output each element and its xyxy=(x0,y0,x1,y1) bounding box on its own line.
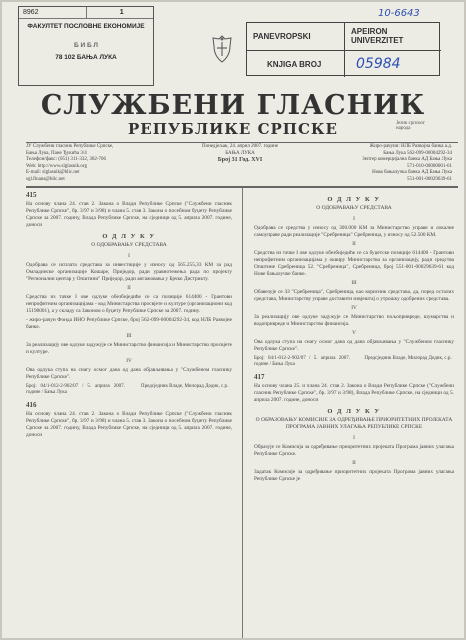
column-divider xyxy=(242,188,243,638)
language-note: Језик српског народа xyxy=(396,121,425,131)
signatory: Предсједник Владе, Милорад Додик, с.р. xyxy=(364,356,452,361)
bank-line: 551-001-00029639-61 xyxy=(407,176,452,182)
stamp-book-number: KNJIGA BROJ xyxy=(267,60,322,69)
article-numeral: III xyxy=(351,280,357,286)
issue-date: Понедјељак, 24. април 2007. године xyxy=(201,144,279,149)
signature-block xyxy=(254,356,454,368)
article-numeral: II xyxy=(127,285,131,291)
paragraph: Ова одлука ступа на снагу осмог дана од дана објављивања у "Службеном гласнику Републике Српске". xyxy=(254,339,454,352)
act-heading: О Д Л У К У xyxy=(327,408,381,415)
stamp-faculty: ФАКУЛТЕТ ПОСЛОВНЕ ЕКОНОМИЈЕ xyxy=(27,23,145,30)
paragraph: Ова одлука ступа на снагу осмог дана од дана објављивања у "Службеном гласнику Републике Српске". xyxy=(26,367,232,380)
act-number: 416 xyxy=(26,401,37,409)
issue-info xyxy=(184,144,296,164)
act-subtitle: О ОДОБРАВАЊУ СРЕДСТАВА xyxy=(91,242,167,248)
paragraph: За реализацију ове одлуке задужује се Министарство пољопривреде, шумарства и водопривреде и Министарство финансија. xyxy=(254,314,454,327)
bank-line: Жиро-рачуни: НЛБ Развојна банка а.д. xyxy=(369,144,452,149)
paragraph: Обавезује се ЗЗ "Сребреница", Сребреница, као корисник средстава, да, поред осталих средстава, Министарству управе доставити извјештај о утрошку одобрених средстава. xyxy=(254,289,454,302)
article-numeral: I xyxy=(353,435,355,441)
bank-line: Зептер комерцијална банка АД Бања Лука xyxy=(362,157,452,162)
paragraph: Средства из тачке I ове одлуке обезбиједиће се са позиције 614400 - Грантови непрофитним организацијама - код Министарства просвјете и културе (организациони код 15190001), а у складу са Законом о буџету Републике Српске за 2007. годину. xyxy=(26,294,232,314)
publisher-info xyxy=(26,144,176,183)
paragraph: Одобрава се средства у износу од 300.000 КМ за Министарство управе и локалне самоуправе ради реализације "Сребреница" Сребреница, у износу од 52.500 КМ. xyxy=(254,225,454,238)
paragraph: Средства из тачке I ове одлуке обезбиједиће се са буџетске позиције 614400 - Грантови непрофитним организацијама у оквиру Министарства за организацију, ради средства Општине Сребреница 52. "Сребреница", Сребреница, број 551-001-00029639-61 код Нове бањалучке банке. xyxy=(254,250,454,277)
publisher-line: Web: http://www.slglasnik.org xyxy=(26,163,87,169)
paragraph: На основу члана 25. и члана 24. став 2. Закона о Влади Републике Српске ("Службени гласник Републике Српске", бр. 3/97 и 3/98), Влада Републике Српске, на сједници од 5. априла 2007. године, доноси xyxy=(254,383,454,403)
stamp-copy: 1 xyxy=(86,7,154,18)
bank-line: Нова бањалучка банка АД Бања Лука xyxy=(372,170,452,175)
bank-line: Бања Лука 562-099-00004292-34 xyxy=(383,150,452,156)
paragraph: Образује се Комисија за одређивање приоритетних пројеката Програма јавних улагања Републике Српске. xyxy=(254,444,454,457)
act-number: 415 xyxy=(26,191,37,199)
publisher-line: Бања Лука, Пане Ђукића 3/4 xyxy=(26,150,87,156)
bank-line: 571-010-00000001-61 xyxy=(407,163,452,169)
paragraph: За реализацију ове одлуке задужује се Министарство финансија и Министарство просвјете и културе. xyxy=(26,342,232,355)
publisher-line: Телефон/факс: (051) 311-332, 302-706 xyxy=(26,157,107,162)
gazette-subtitle: РЕПУБЛИКЕ СРПСКЕ xyxy=(127,120,338,138)
gazette-page xyxy=(2,2,464,638)
stamp-address: 78 102 БАЊА ЛУКА xyxy=(55,54,117,61)
article-numeral: IV xyxy=(351,305,357,311)
paragraph: Задатак Комисије за одређивање приоритетних пројеката Програма јавних улагања Републике Српске је xyxy=(254,469,454,482)
publisher-line: sgl.finans@blic.net xyxy=(26,176,65,182)
header-rule-top xyxy=(26,142,458,143)
right-column xyxy=(254,192,454,485)
left-column xyxy=(26,192,232,441)
article-numeral: III xyxy=(126,333,132,339)
paragraph: На основу члана 24. став 2. Закона о Влади Републике Српске ("Службени гласник Републике Српске", бр. 3/97 и 3/98) и члана 5. став 3. Закона о посебном буџету Републике Српске за 2007. годину, Влада Републике Српске, на сједници од 5. априла 2007. године, доноси xyxy=(26,411,232,438)
act-reference: Број: 04/1-012-2-902/07 / 5. априла 2007. године / Бања Лука xyxy=(26,384,125,395)
bank-accounts xyxy=(302,144,452,183)
signature-block xyxy=(26,384,232,396)
article-numeral: I xyxy=(128,253,130,259)
stamp-blurred-label: Б И Б Л xyxy=(74,42,98,49)
publisher-line: ЈУ Службени гласник Републике Српске, xyxy=(26,144,114,149)
article-numeral: V xyxy=(352,330,356,336)
act-subtitle: О ОДОБРАВАЊУ СРЕДСТАВА xyxy=(316,205,392,211)
article-numeral: IV xyxy=(126,358,132,364)
act-heading: О Д Л У К У xyxy=(327,196,381,203)
publisher-line: E-mail: slglasnik@blic.net xyxy=(26,170,80,175)
act-number: 417 xyxy=(254,373,265,381)
article-numeral: I xyxy=(353,216,355,222)
stamp-apeiron: APEIRON UNIVERZITET xyxy=(351,27,404,45)
university-stamp xyxy=(246,22,440,76)
issue-place: БАЊА ЛУКА xyxy=(225,150,255,156)
issue-number: Број 31 Год. XVI xyxy=(217,157,263,163)
stamp-code: 8962 xyxy=(23,9,39,16)
article-numeral: II xyxy=(352,460,356,466)
paragraph: Одобрава се исплата средстава за инвестиције у износу од 565.255,33 КМ за рад Омладинске организације Кошаре, Приједор, ради уравнотежења рада по пројекту "Регионални центар у Општини" Приједор, ради ангажовања у Брчко Дистрикту. xyxy=(26,262,232,282)
article-numeral: II xyxy=(352,241,356,247)
paragraph: - жиро-рачун Фонда ИНО Републике Српске, број 562-099-00004292-34, код НЛБ Развојне банке. xyxy=(26,317,232,330)
signatory: Предсједник Владе, Милорад Додик, с.р. xyxy=(141,384,229,389)
handwritten-reference: 10-6643 xyxy=(378,8,420,19)
gazette-title: СЛУЖБЕНИ ГЛАСНИК xyxy=(40,90,426,121)
handwritten-inventory-number: 05984 xyxy=(356,56,401,72)
stamp-panevropski: PANEVROPSKI xyxy=(253,32,311,41)
act-heading: О Д Л У К У xyxy=(102,233,156,240)
coat-of-arms-icon xyxy=(210,34,234,64)
library-stamp xyxy=(18,6,154,86)
act-subtitle: О ОБРАЗОВАЊУ КОМИСИЈЕ ЗА ОДРЕЂИВАЊЕ ПРИОРИТЕТНИХ ПРОЈЕКАТА ПРОГРАМА ЈАВНИХ УЛАГАЊА РЕПУБЛИКЕ СРПСКЕ xyxy=(255,417,453,430)
paragraph: На основу члана 24. став 2. Закона о Влади Републике Српске ("Службени гласник Републике Српске", бр. 3/97 и 3/98) и члана 5. став 3. Закона о посебном буџету Републике Српске за 2007. годину, Влада Републике Српске, на сједници од 5. априла 2007. године, доноси xyxy=(26,201,232,228)
act-reference: Број: 04/1-012-2-902/07 / 5. априла 2007. године / Бања Лука xyxy=(254,356,350,367)
